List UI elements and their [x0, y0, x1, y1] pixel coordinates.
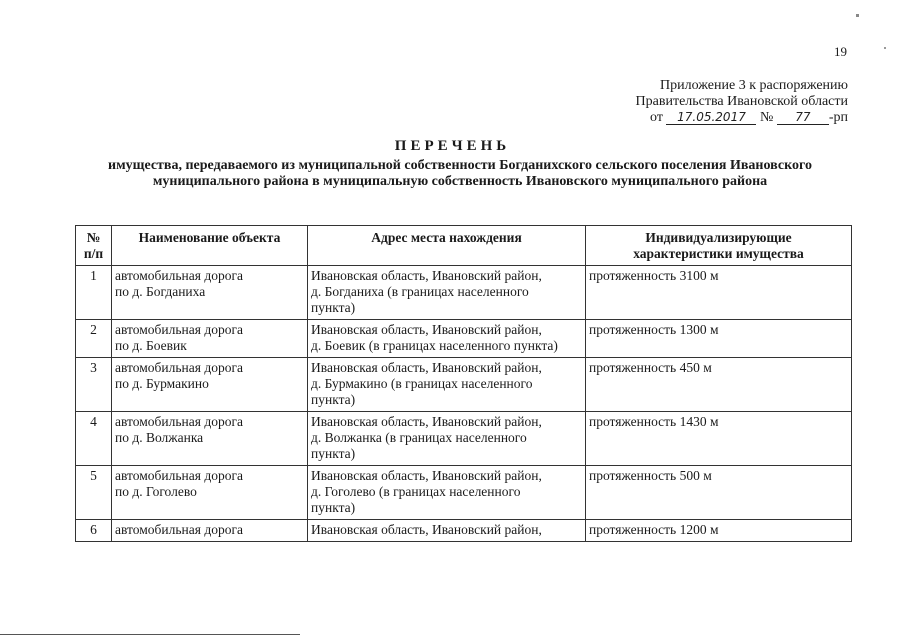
row-name: [112, 358, 308, 412]
document-title: ПЕРЕЧЕНЬ: [394, 138, 511, 154]
scan-speck: [856, 14, 859, 17]
header-address: Адрес места нахождения: [308, 226, 586, 266]
row-name-line-1: автомобильная дорога: [115, 360, 243, 375]
appendix-block: [636, 78, 848, 126]
row-address: [308, 520, 586, 542]
header-characteristics-line-1: Индивидуализирующие: [645, 230, 792, 245]
row-name: [112, 520, 308, 542]
row-address-line-3: пункта): [311, 500, 356, 515]
handwritten-date: 17.05.2017: [666, 111, 756, 125]
appendix-date-line: [636, 110, 848, 126]
row-name: [112, 412, 308, 466]
row-num: 5: [76, 466, 112, 520]
header-num: [76, 226, 112, 266]
header-characteristics: [586, 226, 852, 266]
row-name-line-1: автомобильная дорога: [115, 414, 243, 429]
row-characteristics: протяженность 3100 м: [586, 266, 852, 320]
document-subtitle-line-1: имущества, передаваемого из муниципальной собственности Богданихского сельского поселения Ивановского: [108, 158, 812, 173]
header-num-line-2: п/п: [83, 246, 104, 261]
row-num: 4: [76, 412, 112, 466]
row-address: [308, 266, 586, 320]
row-name-line-2: по д. Богданиха: [115, 284, 206, 299]
row-address-line-3: пункта): [311, 446, 356, 461]
document-subtitle: [60, 158, 860, 190]
row-name-line-2: по д. Волжанка: [115, 430, 204, 445]
row-address-line-1: Ивановская область, Ивановский район,: [311, 414, 542, 429]
row-characteristics: протяженность 1430 м: [586, 412, 852, 466]
table-row: [76, 320, 852, 358]
row-address: [308, 412, 586, 466]
bottom-divider: [0, 634, 300, 635]
handwritten-number: 77: [777, 111, 829, 125]
document-subtitle-line-2: муниципального района в муниципальную собственность Ивановского муниципального района: [152, 174, 768, 189]
row-name-line-1: автомобильная дорога: [115, 468, 243, 483]
row-characteristics: протяженность 450 м: [586, 358, 852, 412]
row-characteristics: протяженность 1300 м: [586, 320, 852, 358]
table-row: [76, 358, 852, 412]
row-name-line-1: автомобильная дорога: [115, 322, 243, 337]
table-row: [76, 266, 852, 320]
row-num: 1: [76, 266, 112, 320]
row-characteristics: протяженность 500 м: [586, 466, 852, 520]
page-number: 19: [834, 44, 847, 59]
row-address-line-1: Ивановская область, Ивановский район,: [311, 360, 542, 375]
header-num-line-1: №: [86, 230, 101, 245]
row-address-line-2: д. Бурмакино (в границах населенного: [311, 376, 533, 391]
row-name: [112, 266, 308, 320]
row-name: [112, 320, 308, 358]
row-address-line-1: Ивановская область, Ивановский район,: [311, 468, 542, 483]
row-name-line-1: автомобильная дорога: [115, 268, 243, 283]
scan-speck: [884, 47, 886, 49]
row-address-line-3: пункта): [311, 392, 356, 407]
table-row: [76, 412, 852, 466]
row-num: 2: [76, 320, 112, 358]
table-header-row: [76, 226, 852, 266]
row-characteristics: протяженность 1200 м: [586, 520, 852, 542]
row-address-line-1: Ивановская область, Ивановский район,: [311, 522, 542, 537]
row-num: 6: [76, 520, 112, 542]
row-name-line-1: автомобильная дорога: [115, 522, 243, 537]
row-address-line-2: д. Гоголево (в границах населенного: [311, 484, 521, 499]
row-address: [308, 320, 586, 358]
appendix-line-2: Правительства Ивановской области: [635, 94, 848, 109]
row-name-line-2: по д. Гоголево: [115, 484, 197, 499]
table-row: [76, 466, 852, 520]
row-address-line-2: д. Богданиха (в границах населенного: [311, 284, 529, 299]
table-row: [76, 520, 852, 542]
row-address-line-1: Ивановская область, Ивановский район,: [311, 322, 542, 337]
row-name-line-2: по д. Боевик: [115, 338, 187, 353]
row-num: 3: [76, 358, 112, 412]
row-address-line-2: д. Боевик (в границах населенного пункта): [311, 338, 558, 353]
row-address: [308, 466, 586, 520]
row-name-line-2: по д. Бурмакино: [115, 376, 209, 391]
appendix-line-1: Приложение 3 к распоряжению: [660, 78, 848, 93]
row-name: [112, 466, 308, 520]
row-address: [308, 358, 586, 412]
header-characteristics-line-2: характеристики имущества: [633, 246, 804, 261]
row-address-line-3: пункта): [311, 300, 356, 315]
appendix-number-sign: №: [759, 110, 774, 125]
property-table: [75, 225, 852, 542]
row-address-line-1: Ивановская область, Ивановский район,: [311, 268, 542, 283]
appendix-from-prefix: от: [650, 110, 663, 125]
appendix-suffix: -рп: [828, 110, 848, 125]
row-address-line-2: д. Волжанка (в границах населенного: [311, 430, 527, 445]
header-name: Наименование объекта: [112, 226, 308, 266]
